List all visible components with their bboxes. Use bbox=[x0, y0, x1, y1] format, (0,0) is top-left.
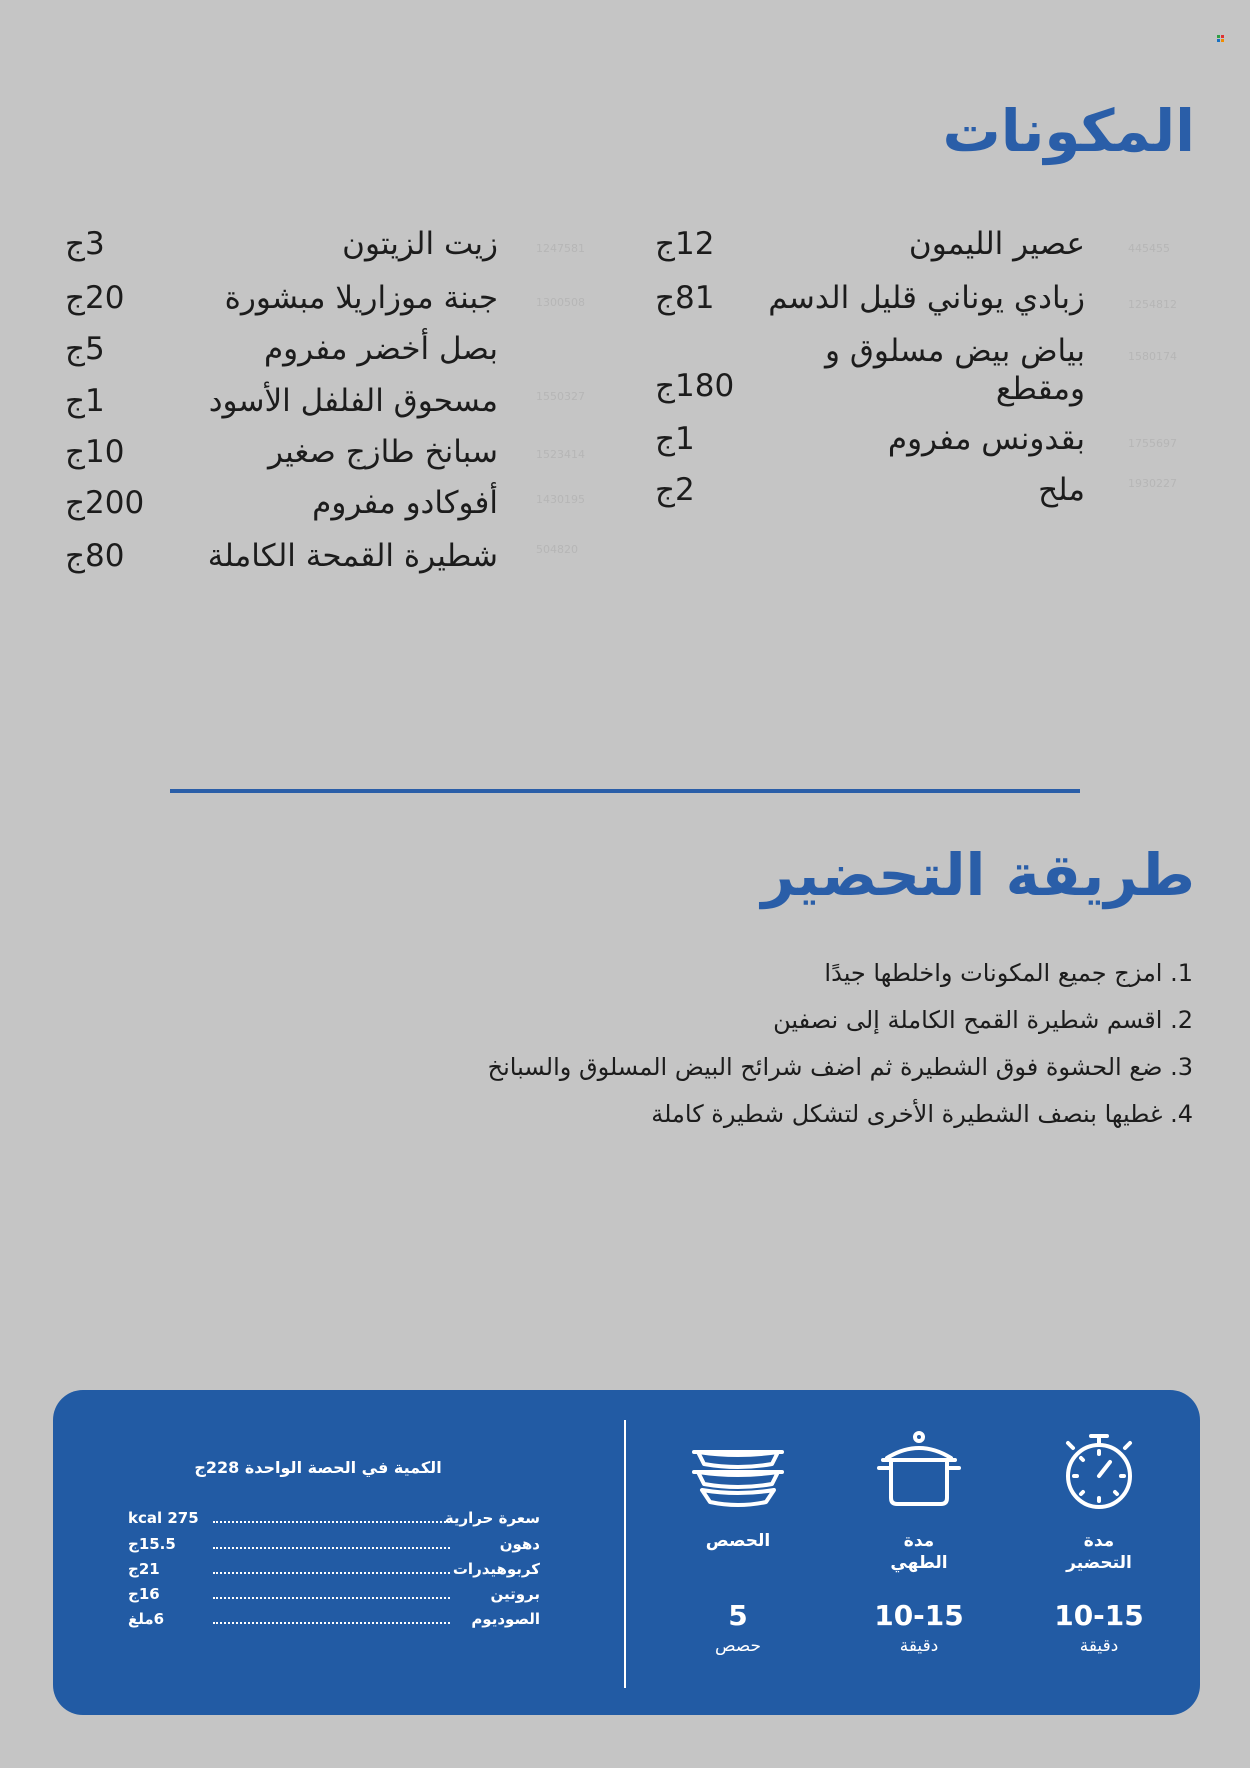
cook-time-label-line2: الطهي bbox=[890, 1553, 948, 1573]
ingredient-code: 1580174 bbox=[1128, 350, 1177, 363]
cook-time-value: 10-15 bbox=[874, 1599, 964, 1632]
method-step: 1. امزج جميع المكونات واخلطها جيدًا bbox=[824, 959, 1193, 987]
ingredient-name: زبادي يوناني قليل الدسم bbox=[768, 280, 1085, 316]
ingredient-qty: 200ج bbox=[65, 485, 145, 521]
method-steps bbox=[293, 950, 1193, 1138]
prep-time-value: 10-15 bbox=[1054, 1599, 1144, 1632]
ingredient-code: 1247581 bbox=[536, 242, 585, 255]
nutrition-row bbox=[128, 1584, 540, 1604]
ingredient-qty: 1ج bbox=[655, 421, 695, 457]
dot-leader bbox=[213, 1597, 450, 1599]
ingredient-name: مسحوق الفلفل الأسود bbox=[208, 383, 498, 419]
dot-leader bbox=[213, 1547, 450, 1549]
dot-leader bbox=[213, 1521, 450, 1523]
method-step: 3. ضع الحشوة فوق الشطيرة ثم اضف شرائح البيض المسلوق والسبانخ bbox=[487, 1053, 1193, 1081]
prep-time-label-line1: مدة bbox=[1083, 1531, 1115, 1551]
ingredient-row bbox=[655, 226, 1085, 262]
ingredient-code: 1550327 bbox=[536, 390, 585, 403]
ingredient-code: 1254812 bbox=[1128, 298, 1177, 311]
ingredient-qty: 180ج bbox=[655, 368, 735, 404]
pot-icon bbox=[869, 1430, 969, 1510]
nutrition-value: 21ج bbox=[128, 1560, 160, 1578]
ingredient-row bbox=[65, 538, 498, 574]
method-step: 2. اقسم شطيرة القمح الكاملة إلى نصفين bbox=[773, 1006, 1193, 1034]
nutrition-value: 15.5ج bbox=[128, 1535, 176, 1553]
nutrition-name: بروتين bbox=[490, 1585, 540, 1603]
ingredient-name: زيت الزيتون bbox=[342, 226, 498, 262]
ingredient-row bbox=[65, 226, 498, 262]
ingredients-title: المكونات bbox=[942, 97, 1195, 165]
ingredient-qty: 80ج bbox=[65, 538, 125, 574]
ingredient-row bbox=[65, 280, 498, 316]
servings-value: 5 bbox=[728, 1599, 748, 1632]
ingredient-row bbox=[655, 332, 1085, 410]
ingredient-qty: 12ج bbox=[655, 226, 715, 262]
ingredient-name: أفوكادو مفروم bbox=[312, 485, 498, 521]
method-step: 4. غطيها بنصف الشطيرة الأخرى لتشكل شطيرة كاملة bbox=[651, 1100, 1193, 1128]
dot-leader bbox=[213, 1572, 450, 1574]
nutrition-row bbox=[128, 1559, 540, 1579]
cook-time-label-line1: مدة bbox=[903, 1531, 935, 1551]
panel-divider bbox=[624, 1420, 626, 1688]
method-title: طريقة التحضير bbox=[761, 841, 1195, 909]
section-divider bbox=[170, 789, 1080, 793]
ingredient-qty: 3ج bbox=[65, 226, 105, 262]
servings-label-line1: الحصص bbox=[705, 1531, 771, 1551]
nutrition-name: كربوهيدرات bbox=[452, 1560, 540, 1578]
ingredient-name: عصير الليمون bbox=[908, 226, 1085, 262]
ingredient-name: جبنة موزاريلا مبشورة bbox=[224, 280, 498, 316]
nutrition-name: الصوديوم bbox=[471, 1610, 540, 1628]
ingredient-name: بقدونس مفروم bbox=[887, 421, 1085, 457]
ingredient-row bbox=[655, 421, 1085, 457]
nutrition-name: دهون bbox=[499, 1535, 540, 1553]
nutrition-value: 16ج bbox=[128, 1585, 160, 1603]
prep-time-label bbox=[1029, 1530, 1169, 1574]
ingredient-row bbox=[65, 485, 498, 521]
ingredient-row bbox=[655, 280, 1085, 316]
ingredient-qty: 1ج bbox=[65, 383, 105, 419]
nutrition-row bbox=[128, 1609, 540, 1629]
cook-time-unit: دقيقة bbox=[899, 1636, 939, 1656]
ingredient-name: بصل أخضر مفروم bbox=[263, 331, 498, 367]
stopwatch-icon bbox=[1049, 1430, 1149, 1510]
ingredient-code: 1930227 bbox=[1128, 477, 1177, 490]
servings-label bbox=[668, 1530, 808, 1552]
ingredient-qty: 81ج bbox=[655, 280, 715, 316]
cook-time-label bbox=[849, 1530, 989, 1574]
ingredient-qty: 2ج bbox=[655, 472, 695, 508]
ingredient-code: 1430195 bbox=[536, 493, 585, 506]
ingredient-code: 1300508 bbox=[536, 296, 585, 309]
ingredient-name: شطيرة القمحة الكاملة bbox=[207, 538, 498, 574]
ingredient-qty: 10ج bbox=[65, 434, 125, 470]
ingredient-name: بياض بيض مسلوق و ومقطع bbox=[825, 333, 1085, 407]
ingredient-row bbox=[65, 434, 498, 470]
nutrition-name: سعرة حرارية bbox=[444, 1509, 540, 1527]
recipe-info-panel bbox=[53, 1390, 1200, 1715]
servings-unit: حصص bbox=[714, 1636, 762, 1656]
ingredient-row bbox=[65, 383, 498, 419]
ingredient-name: ملح bbox=[1038, 472, 1085, 508]
ingredient-row bbox=[65, 331, 498, 367]
nutrition-value: 6ملغ bbox=[128, 1610, 165, 1628]
ingredient-code: 445455 bbox=[1128, 242, 1170, 255]
nutrition-value: kcal 275 bbox=[128, 1509, 199, 1527]
ingredient-name: سبانخ طازج صغير bbox=[268, 434, 498, 470]
ingredient-code: 504820 bbox=[536, 543, 578, 556]
ingredient-qty: 5ج bbox=[65, 331, 105, 367]
plates-icon bbox=[688, 1430, 788, 1510]
color-dots-icon bbox=[1216, 34, 1226, 44]
ingredient-row bbox=[655, 472, 1085, 508]
ingredient-code: 1755697 bbox=[1128, 437, 1177, 450]
ingredient-code: 1523414 bbox=[536, 448, 585, 461]
nutrition-row bbox=[128, 1534, 540, 1554]
nutrition-row bbox=[128, 1508, 540, 1528]
prep-time-unit: دقيقة bbox=[1079, 1636, 1119, 1656]
dot-leader bbox=[213, 1622, 450, 1624]
ingredient-qty: 20ج bbox=[65, 280, 125, 316]
nutrition-title: الكمية في الحصة الواحدة 228ج bbox=[194, 1458, 442, 1477]
prep-time-label-line2: التحضير bbox=[1066, 1553, 1132, 1573]
